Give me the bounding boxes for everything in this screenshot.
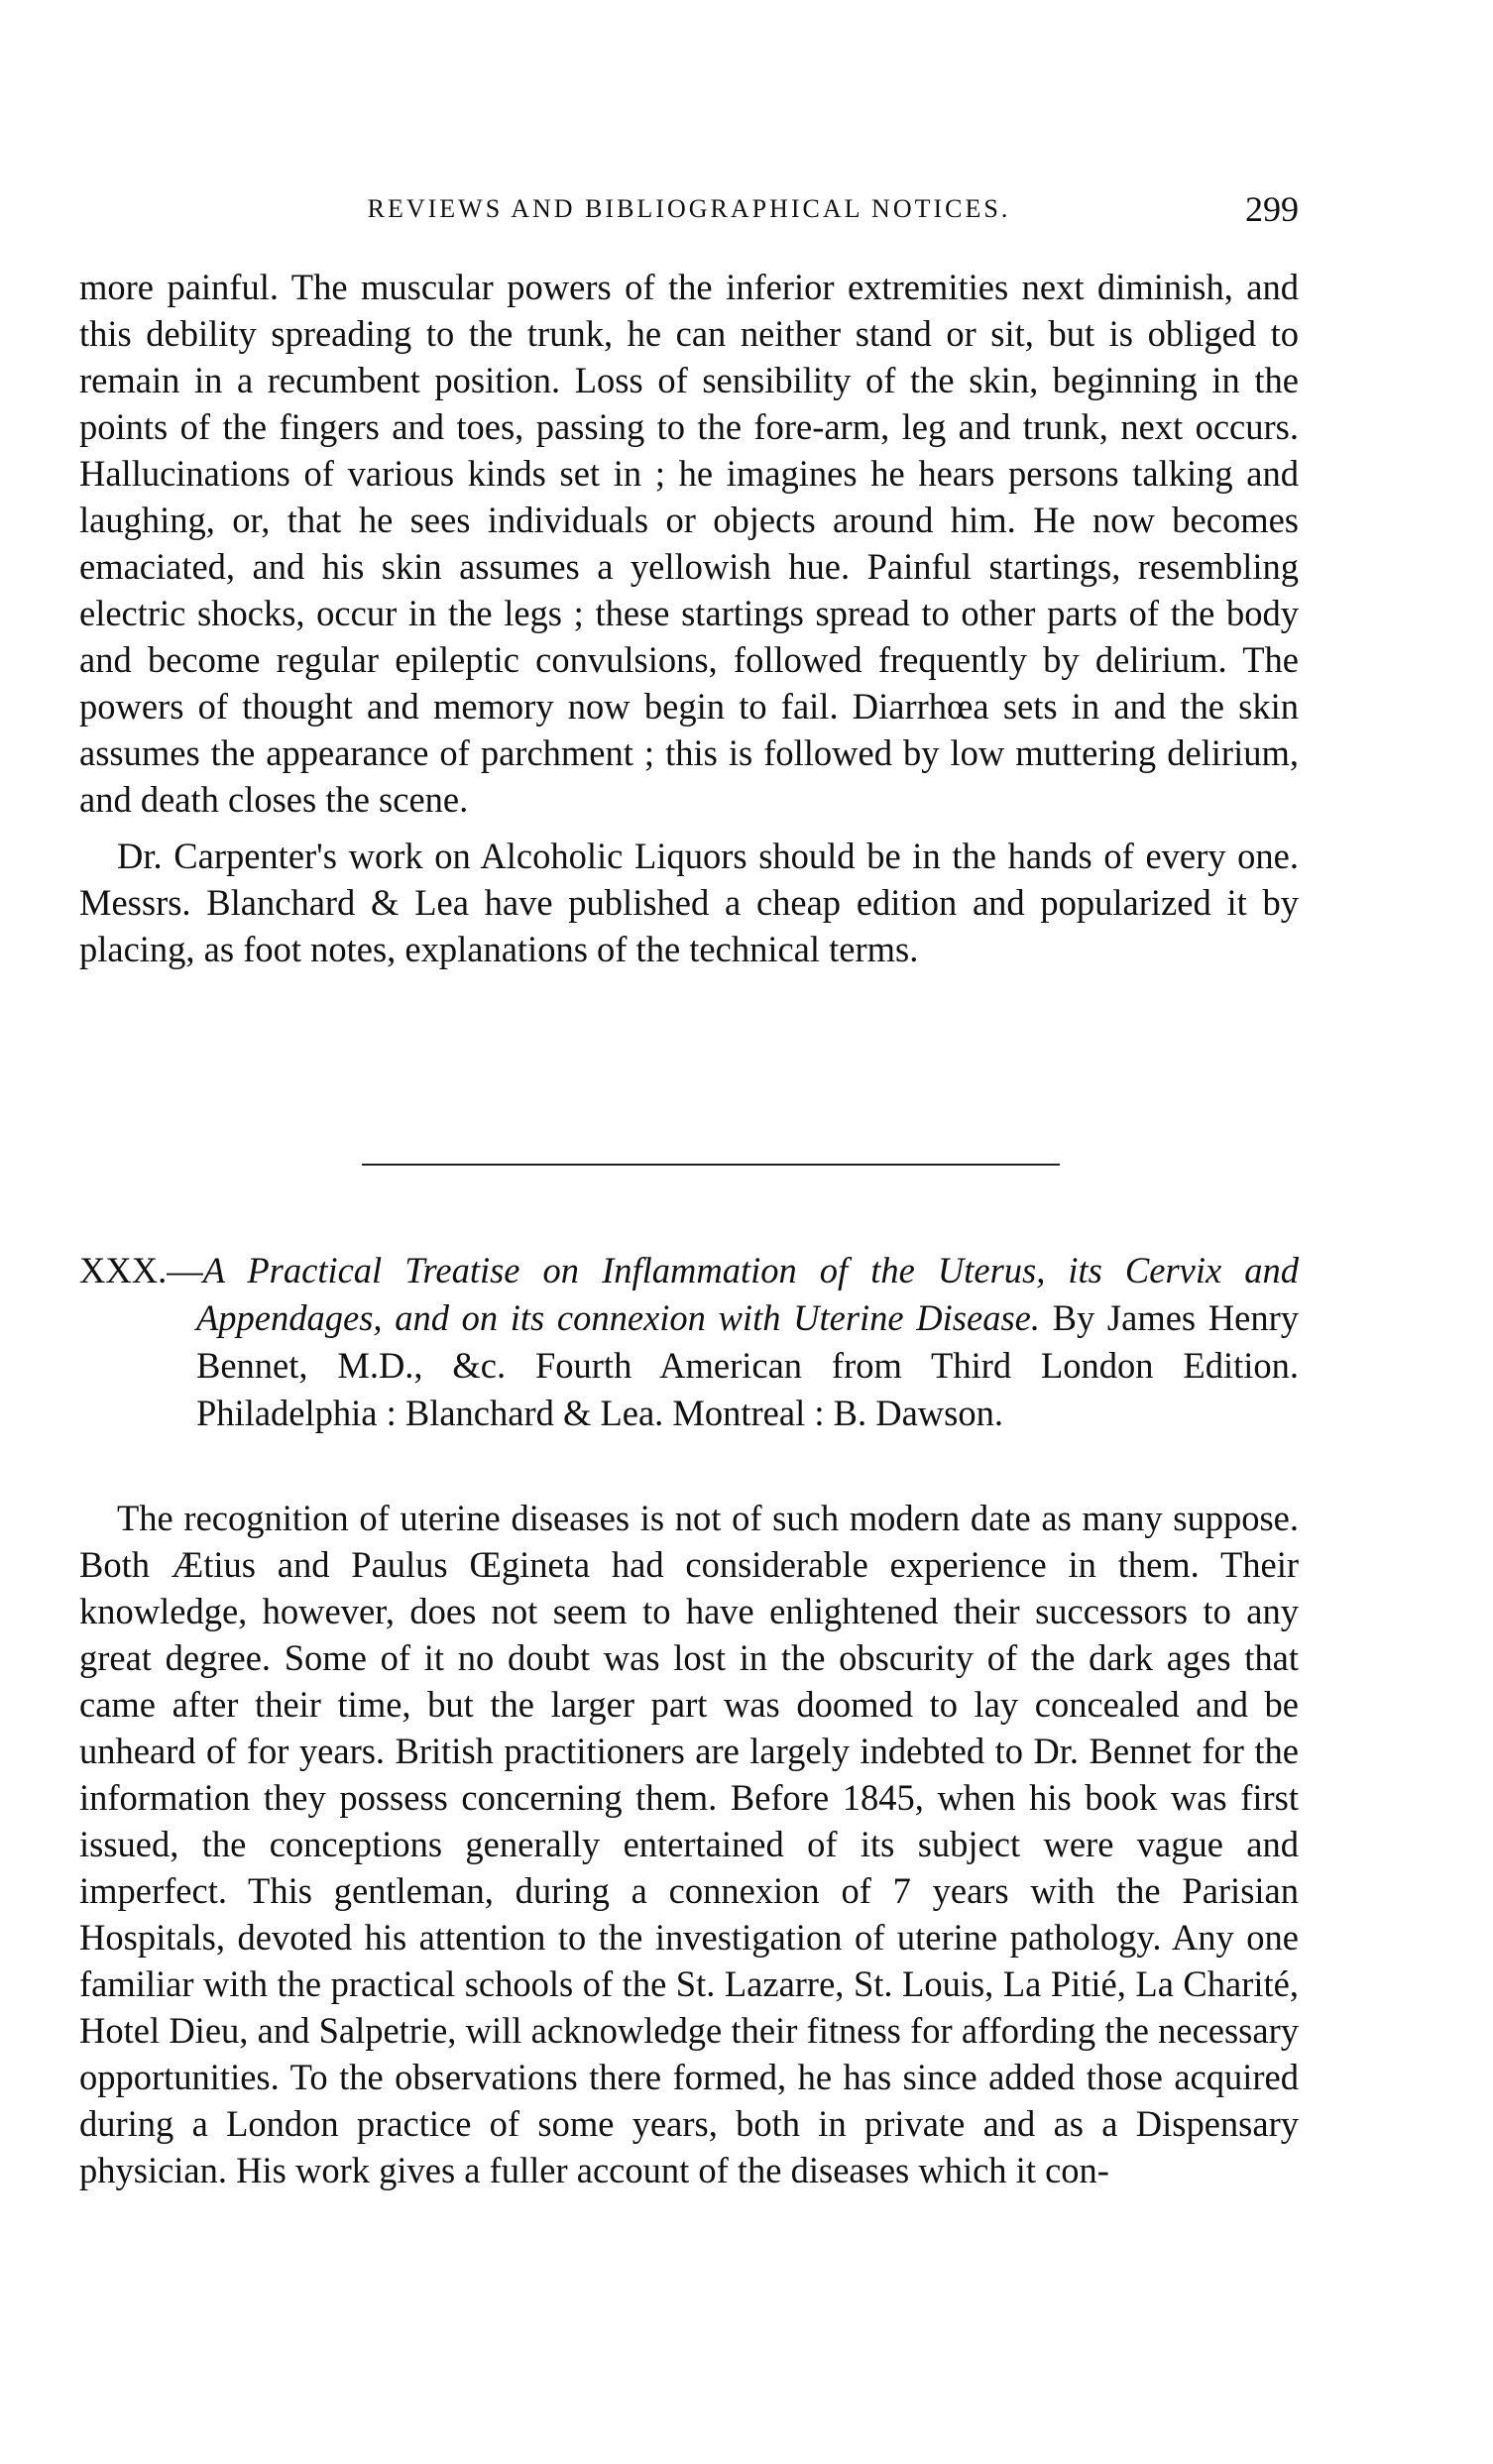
review-heading [79,1247,1299,1437]
review-number: XXX.— [79,1250,203,1290]
paragraph: Dr. Carpenter's work on Alcoholic Liquors should be in the hands of every one. Messrs. Blanchard & Lea have published a cheap edition and popularized it by placing, as foot notes, explanations of the technical terms. [79,836,1299,969]
page-number: 299 [1245,189,1299,229]
running-title: REVIEWS AND BIBLIOGRAPHICAL NOTICES. [367,194,1011,223]
continued-text-block [79,264,1299,972]
section-divider [362,1164,1060,1166]
review-title: A Practical Treatise on Inflammation of the Uterus, its Cervix and Appendages, and on its connexion with Uterine Disease. [196,1250,1299,1338]
paragraph: The recognition of uterine diseases is not of such modern date as many suppose. Both Ætius and Paulus Œgineta had considerable experience in them. Their knowledge, however, does not seem to have enlightened their successors to any great degree. Some of it no doubt was lost in the obscurity of the dark ages that came after their time, but the larger part was doomed to lay concealed and be unheard of for years. British practitioners are largely indebted to Dr. Bennet for the information they possess concerning them. Before 1845, when his book was first issued, the conceptions generally entertained of its subject were vague and imperfect. This gentleman, during a connexion of 7 years with the Parisian Hospitals, devoted his attention to the investigation of uterine pathology. Any one familiar with the practical schools of the St. Lazarre, St. Louis, La Pitié, La Charité, Hotel Dieu, and Salpetrie, will acknowledge their fitness for affording the necessary opportunities. To the observations there formed, he has since added those acquired during a London practice of some years, both in private and as a Dispensary physician. His work gives a fuller account of the diseases which it con- [79,1498,1299,2190]
running-head [79,189,1299,229]
review-text-block [79,1495,1299,2193]
paragraph: more painful. The muscular powers of the inferior extremities next diminish, and this debility spreading to the trunk, he can neither stand or sit, but is obliged to remain in a recumbent position. Loss of sensibility of the skin, beginning in the points of the fingers and toes, passing to the fore-arm, leg and trunk, next occurs. Hallucinations of various kinds set in ; he imagines he hears persons talking and laughing, or, that he sees individuals or objects around him. He now becomes emaciated, and his skin assumes a yellowish hue. Painful startings, resembling electric shocks, occur in the legs ; these startings spread to other parts of the body and become regular epileptic convulsions, followed frequently by delirium. The powers of thought and memory now begin to fail. Diarrhœa sets in and the skin assumes the appearance of parchment ; this is followed by low muttering delirium, and death closes the scene. [79,267,1299,820]
review-details: By James Henry Bennet, M.D., &c. Fourth American from Third London Edition. Philadelphia : Blanchard & Lea. Montreal : B. Dawson. [196,1297,1300,1433]
